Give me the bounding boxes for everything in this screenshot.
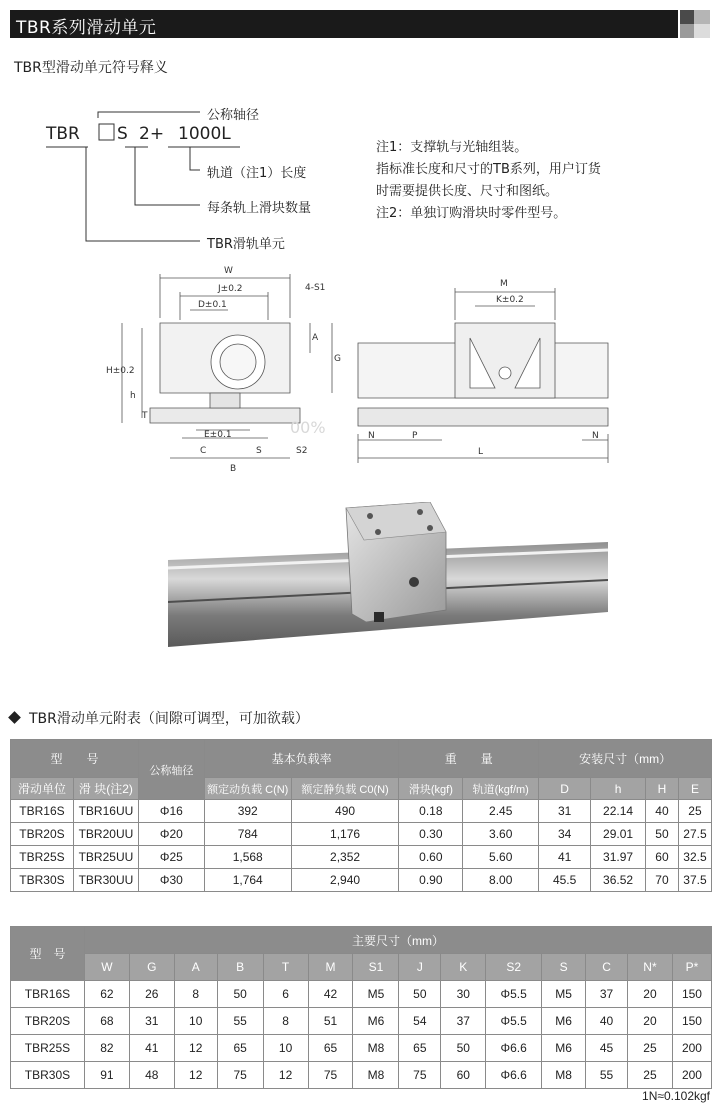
column-header: P* [672,954,711,981]
table-cell: TBR16UU [73,800,138,823]
designation-leader-lines [0,0,720,260]
table-cell: M5 [353,981,399,1008]
table-cell: 82 [84,1035,129,1062]
th-shaft: 公称轴径 [138,740,204,800]
column-header: W [84,954,129,981]
table-cell: 60 [646,846,679,869]
dim-T: T [142,411,148,421]
table-cell: TBR16S [11,981,85,1008]
table1-title: TBR滑动单元附表（间隙可调型，可加欲载） [29,711,309,727]
table-cell: 41 [539,846,591,869]
column-header: N* [628,954,673,981]
table-cell: 48 [129,1062,174,1089]
dim-N-right: N [592,431,599,441]
th-static: 额定静负载 C0(N) [291,778,399,800]
table-cell: 12 [174,1062,217,1089]
dim-L: L [478,447,484,457]
table-cell: 30 [441,981,486,1008]
table-cell: 55 [586,1062,628,1089]
table-cell: 392 [204,800,291,823]
label-rail-length: 轨道（注1）长度 [207,166,307,181]
column-header: S1 [353,954,399,981]
table-load-ratings [10,739,712,892]
table-cell: 91 [84,1062,129,1089]
table-cell: Φ5.5 [486,1008,542,1035]
table-cell: Φ5.5 [486,981,542,1008]
th2-main: 主要尺寸（mm） [84,927,711,954]
table-cell: TBR25S [11,846,74,869]
table-cell: 490 [291,800,399,823]
th-E: E [678,778,711,800]
table-cell: 70 [646,869,679,892]
column-header: J [399,954,441,981]
th-model: 型 号 [11,740,139,778]
dim-G: G [334,354,341,364]
table-cell: 40 [646,800,679,823]
table-cell: M8 [353,1035,399,1062]
table-cell: 75 [217,1062,263,1089]
note-3: 时需要提供长度、尺寸和图纸。 [376,184,559,199]
table-cell: 36.52 [591,869,646,892]
table-cell: 12 [174,1035,217,1062]
product-photo [168,502,608,652]
dim-A: A [312,333,319,343]
table-cell: 25 [628,1035,673,1062]
note-2: 指标准长度和尺寸的TB系列，用户订货 [376,162,601,177]
table-row [11,1008,712,1035]
th-block: 滑 块(注2) [73,778,138,800]
th-weight: 重 量 [399,740,539,778]
column-header: S2 [486,954,542,981]
th-install: 安装尺寸（mm） [539,740,712,778]
table-cell: 2.45 [463,800,539,823]
table-cell: TBR25S [11,1035,85,1062]
th-dynamic: 额定动负载 C(N) [204,778,291,800]
dim-M: M [500,279,508,289]
table-cell: Φ25 [138,846,204,869]
table-cell: 8 [174,981,217,1008]
table-cell: M5 [542,981,586,1008]
table-cell: TBR30S [11,869,74,892]
page-title: TBR系列滑动单元 [16,18,157,38]
table-cell: 68 [84,1008,129,1035]
th2-model: 型 号 [11,927,85,981]
table-cell: 54 [399,1008,441,1035]
code-count: 2+ [139,124,165,144]
table-cell: 3.60 [463,823,539,846]
table-cell: M8 [353,1062,399,1089]
diamond-icon [8,711,21,724]
table-cell: 1,176 [291,823,399,846]
table-cell: 200 [672,1062,711,1089]
table-cell: Φ6.6 [486,1062,542,1089]
note-4: 注2：单独订购滑块时零件型号。 [376,206,567,221]
th-rail-weight: 轨道(kgf/m) [463,778,539,800]
table-cell: 150 [672,1008,711,1035]
table-cell: 8 [263,1008,308,1035]
table-cell: Φ16 [138,800,204,823]
table-cell: 31.97 [591,846,646,869]
table-row [11,1062,712,1089]
table-cell: 31 [539,800,591,823]
table-cell: 1,764 [204,869,291,892]
table-cell: 41 [129,1035,174,1062]
table-cell: 2,352 [291,846,399,869]
table2-body [11,981,712,1089]
table-cell: TBR20UU [73,823,138,846]
table-row [11,846,712,869]
table-cell: 45.5 [539,869,591,892]
table-cell: TBR30UU [73,869,138,892]
table-cell: 20 [628,981,673,1008]
column-header: K [441,954,486,981]
table-cell: Φ6.6 [486,1035,542,1062]
label-rail-unit: TBR滑轨单元 [207,237,285,252]
table-cell: 50 [441,1035,486,1062]
dim-N: N [368,431,375,441]
table-main-dimensions [10,926,712,1089]
column-header: B [217,954,263,981]
table-cell: 42 [308,981,353,1008]
unit-footnote: 1N≈0.102kgf [642,1089,710,1103]
dim-W: W [224,266,233,276]
table-cell: Φ30 [138,869,204,892]
dim-S1: 4-S1 [305,283,326,293]
table-row [11,981,712,1008]
label-block-count: 每条轨上滑块数量 [207,201,312,216]
code-length: 1000L [178,124,231,144]
dim-B: B [230,464,237,474]
table-cell: 50 [217,981,263,1008]
th-unit: 滑动单位 [11,778,74,800]
table-cell: 51 [308,1008,353,1035]
table2-column-headers [11,954,712,981]
table-row [11,800,712,823]
table-cell: 5.60 [463,846,539,869]
table-cell: 37 [586,981,628,1008]
column-header: T [263,954,308,981]
table1-heading [10,708,309,728]
code-s: S [117,124,128,144]
table-cell: 200 [672,1035,711,1062]
column-header: S [542,954,586,981]
table-cell: 10 [263,1035,308,1062]
dim-E: E±0.1 [204,430,232,440]
table-cell: TBR20S [11,823,74,846]
table-cell: 55 [217,1008,263,1035]
table-cell: 0.30 [399,823,463,846]
table-cell: 31 [129,1008,174,1035]
dim-P: P [412,431,418,441]
table-cell: 29.01 [591,823,646,846]
table-cell: 12 [263,1062,308,1089]
table-cell: 26 [129,981,174,1008]
table-row [11,823,712,846]
dim-K: K±0.2 [496,295,524,305]
table-cell: 65 [399,1035,441,1062]
table-cell: TBR25UU [73,846,138,869]
designation-subtitle: TBR型滑动单元符号释义 [14,60,168,76]
table1-body [11,800,712,892]
th-block-weight: 滑块(kgf) [399,778,463,800]
note-1: 注1：支撑轨与光轴组装。 [376,140,528,155]
column-header: M [308,954,353,981]
table-cell: 50 [399,981,441,1008]
table-cell: TBR30S [11,1062,85,1089]
table-cell: M6 [542,1008,586,1035]
dim-h: h [130,391,136,401]
table-cell: Φ20 [138,823,204,846]
table-cell: 75 [308,1062,353,1089]
table-cell: 37.5 [678,869,711,892]
table-cell: 784 [204,823,291,846]
dim-J: J±0.2 [218,284,243,294]
table-cell: 22.14 [591,800,646,823]
watermark: 00% [290,418,326,437]
table-row [11,1035,712,1062]
table-cell: 25 [628,1062,673,1089]
table-cell: 65 [308,1035,353,1062]
column-header: G [129,954,174,981]
dim-D: D±0.1 [198,300,227,310]
table-cell: 25 [678,800,711,823]
table-cell: TBR16S [11,800,74,823]
dim-H: H±0.2 [106,366,135,376]
table-row [11,869,712,892]
th-load: 基本负载率 [204,740,399,778]
table-cell: 20 [628,1008,673,1035]
th-h: h [591,778,646,800]
table-cell: 1,568 [204,846,291,869]
side-view-drawing [350,258,620,468]
table-cell: M8 [542,1062,586,1089]
table-cell: 40 [586,1008,628,1035]
table-cell: 10 [174,1008,217,1035]
code-prefix: TBR [46,124,80,144]
dim-C: C [200,446,207,456]
table-cell: 62 [84,981,129,1008]
table-cell: 2,940 [291,869,399,892]
table-cell: 65 [217,1035,263,1062]
table-cell: 45 [586,1035,628,1062]
table-cell: M6 [353,1008,399,1035]
table-cell: 32.5 [678,846,711,869]
table-cell: 8.00 [463,869,539,892]
dim-S2: S2 [296,446,308,456]
table-cell: 60 [441,1062,486,1089]
th-H: H [646,778,679,800]
dim-S: S [256,446,262,456]
table-cell: 75 [399,1062,441,1089]
table-cell: 6 [263,981,308,1008]
column-header: C [586,954,628,981]
label-shaft-diameter: 公称轴径 [207,108,260,123]
table-cell: 50 [646,823,679,846]
table-cell: 0.90 [399,869,463,892]
table-cell: 0.60 [399,846,463,869]
table-cell: 0.18 [399,800,463,823]
table-cell: 34 [539,823,591,846]
table-cell: 37 [441,1008,486,1035]
table-cell: M6 [542,1035,586,1062]
table-cell: 27.5 [678,823,711,846]
column-header: A [174,954,217,981]
table-cell: 150 [672,981,711,1008]
th-D: D [539,778,591,800]
table-cell: TBR20S [11,1008,85,1035]
